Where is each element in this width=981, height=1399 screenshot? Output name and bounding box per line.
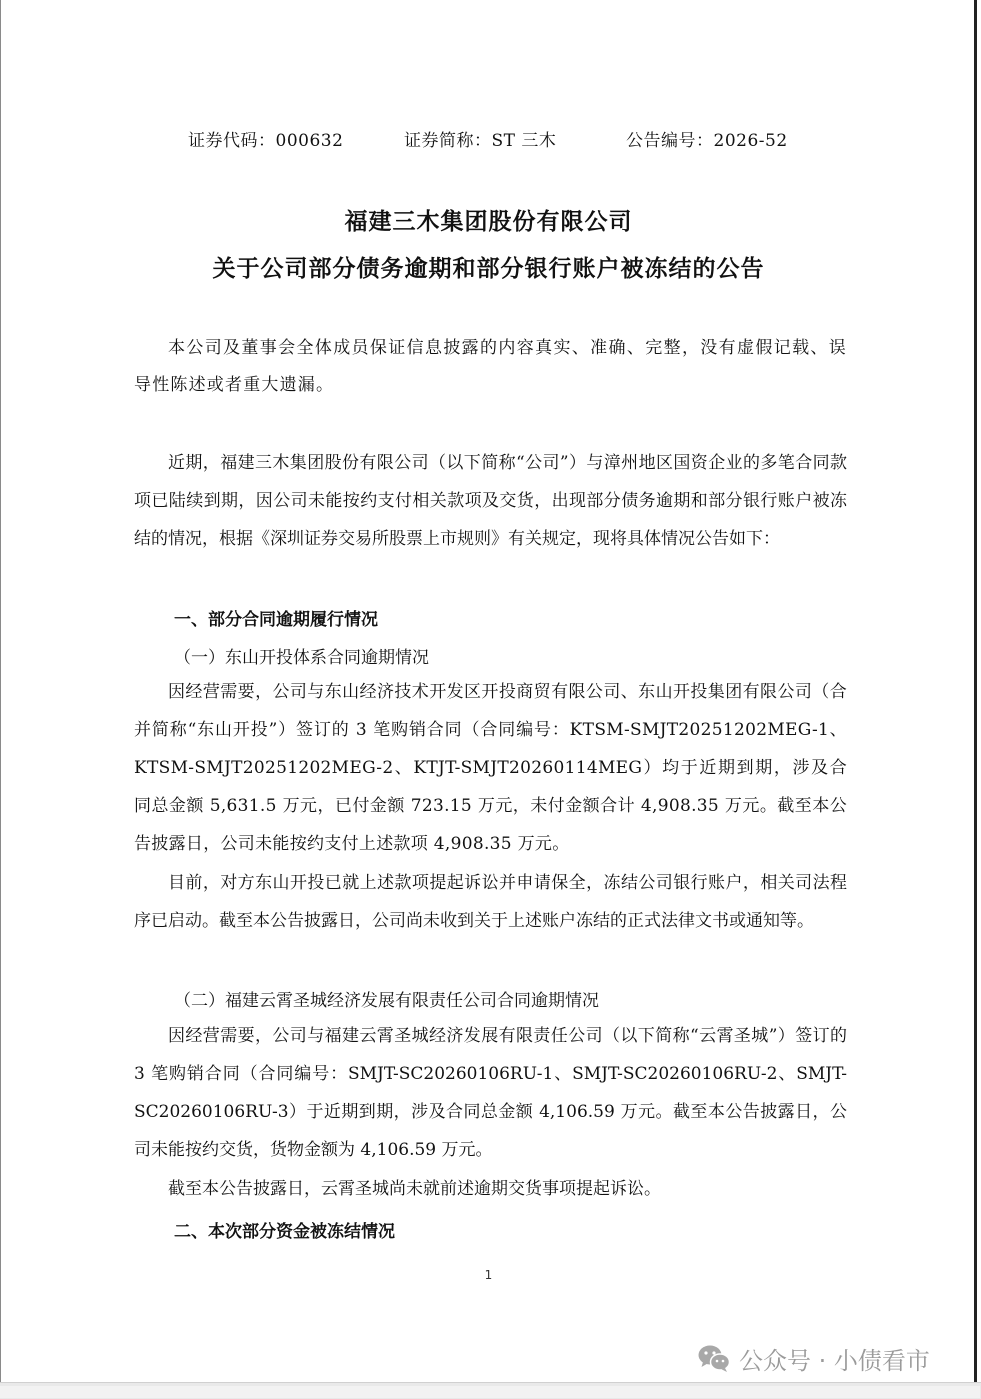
section-heading-1: 一、部分合同逾期履行情况: [174, 610, 378, 630]
subsection-heading-1: （一）东山开投体系合同逾期情况: [174, 648, 429, 668]
viewer-bottom-edge: [0, 1382, 981, 1399]
page-number: 1: [484, 1268, 493, 1282]
announcement-title: 关于公司部分债务逾期和部分银行账户被冻结的公告: [212, 256, 765, 282]
security-name: 证券简称：ST 三木: [404, 131, 557, 151]
section-heading-2: 二、本次部分资金被冻结情况: [174, 1222, 395, 1242]
wechat-watermark: [697, 1340, 930, 1376]
announcement-header: [0, 126, 977, 152]
paragraph-yunxiao-status: 截至本公告披露日，云霄圣城尚未就前述逾期交货事项提起诉讼。: [168, 1179, 661, 1199]
paragraph-dongshan-litigation: 目前，对方东山开投已就上述款项提起诉讼并申请保全，冻结公司银行账户，相关司法程序已启动。截至本公告披露日，公司尚未收到关于上述账户冻结的正式法律文书或通知等。: [134, 873, 847, 931]
wechat-icon: [697, 1343, 731, 1373]
company-title: 福建三木集团股份有限公司: [344, 209, 633, 235]
security-code: 证券代码：000632: [188, 131, 344, 151]
watermark-text: 公众号 · 小债看市: [739, 1346, 930, 1375]
paragraph-dongshan-contracts: 因经营需要，公司与东山经济技术开发区开投商贸有限公司、东山开投集团有限公司（合并简称“东山开投”）签订的 3 笔购销合同（合同编号：KTSM-SMJT20251202MEG-1、KTSM-SMJT20251202MEG-2、KTJT-SMJT20260114MEG）均于近期到期，涉及合同总金额 5,631.5 万元，已付金额 723.15 万元，未付金额合计 4,908.35 万元。截至本公告披露日，公司未能按约支付上述款项 4,908.35 万元。: [134, 682, 847, 854]
subsection-heading-2: （二）福建云霄圣城经济发展有限责任公司合同逾期情况: [174, 991, 599, 1011]
intro-paragraph: 近期，福建三木集团股份有限公司（以下简称“公司”）与漳州地区国资企业的多笔合同款项已陆续到期，因公司未能按约支付相关款项及交货，出现部分债务逾期和部分银行账户被冻结的情况，根据《深圳证券交易所股票上市规则》有关规定，现将具体情况公告如下：: [134, 453, 847, 549]
board-statement: 本公司及董事会全体成员保证信息披露的内容真实、准确、完整，没有虚假记载、误导性陈述或者重大遗漏。: [134, 338, 847, 395]
announcement-number: 公告编号：2026-52: [626, 131, 788, 151]
paragraph-yunxiao-contracts: 因经营需要，公司与福建云霄圣城经济发展有限责任公司（以下简称“云霄圣城”）签订的 3 笔购销合同（合同编号：SMJT-SC20260106RU-1、SMJT-SC20260106RU-2、SMJT-SC20260106RU-3）于近期到期，涉及合同总金额 4,106.59 万元。截至本公告披露日，公司未能按约交货，货物金额为 4,106.59 万元。: [134, 1026, 847, 1160]
